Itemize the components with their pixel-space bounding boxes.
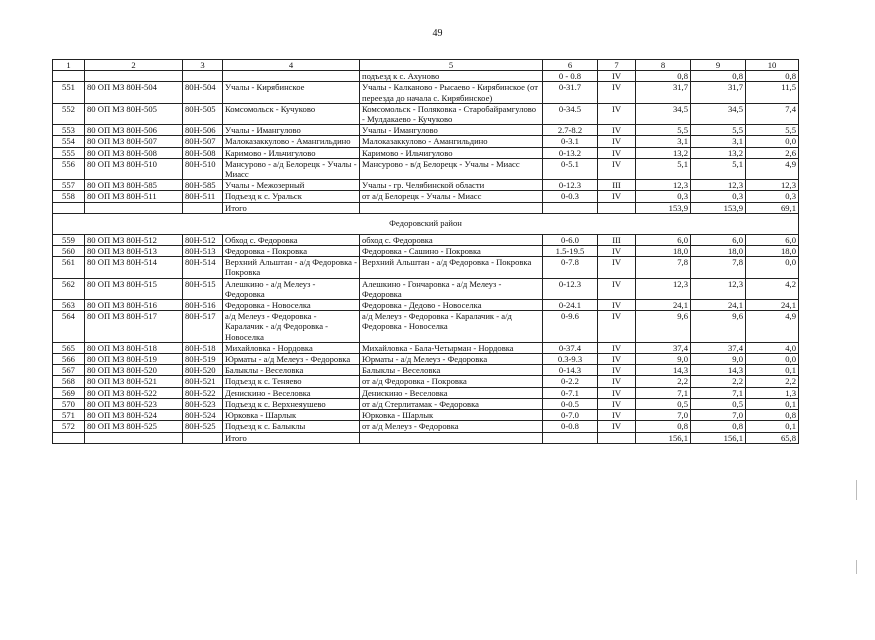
empty-cell: [85, 432, 183, 443]
header-cell: 8: [636, 60, 691, 71]
table-cell-c1: 561: [53, 257, 85, 278]
header-cell: 1: [53, 60, 85, 71]
table-cell-c6: 0-34.5: [543, 103, 598, 124]
empty-cell: [85, 202, 183, 213]
table-cell-c1: 562: [53, 278, 85, 299]
table-cell-c5: Учалы - Калканово - Рысаево - Кирябинское (от переезда до начала с. Кирябинское): [360, 82, 543, 103]
table-cell-c4: Подъезд к с. Верхнеяушево: [223, 398, 360, 409]
table-cell-c9: 5,1: [691, 158, 746, 179]
table-cell-c1: 571: [53, 410, 85, 421]
table-cell-c2: 80 ОП МЗ 80Н-514: [85, 257, 183, 278]
table-cell-c10: 0,8: [746, 410, 799, 421]
table-cell-c6: 0-6.0: [543, 234, 598, 245]
table-cell-c10: 4,9: [746, 158, 799, 179]
table-cell-c10: 0,1: [746, 421, 799, 432]
table-cell-c1: 554: [53, 136, 85, 147]
table-cell-c9: 31,7: [691, 82, 746, 103]
table-cell-c4: Балыклы - Веселовка: [223, 365, 360, 376]
table-cell-c4: Алешкино - а/д Мелеуз - Федоровка: [223, 278, 360, 299]
table-cell-c5: Алешкино - Гончаровка - а/д Мелеуз - Федоровка: [360, 278, 543, 299]
table-cell-c2: 80 ОП МЗ 80Н-508: [85, 147, 183, 158]
table-cell-c6: 0.3-9.3: [543, 354, 598, 365]
table-cell-c2: [85, 71, 183, 82]
table-row: [53, 71, 799, 82]
table-cell-c10: 1,3: [746, 387, 799, 398]
table-cell-c9: 9,0: [691, 354, 746, 365]
table-cell-c7: IV: [598, 387, 636, 398]
table-cell-c1: 551: [53, 82, 85, 103]
table-row: [53, 191, 799, 202]
table-cell-c4: Учалы - Межозерный: [223, 180, 360, 191]
table-cell-c2: 80 ОП МЗ 80Н-525: [85, 421, 183, 432]
table-cell-c9: 12,3: [691, 278, 746, 299]
table-cell-c5: подъезд к с. Ахуново: [360, 71, 543, 82]
table-cell-c10: 6,0: [746, 234, 799, 245]
table-cell-c3: 80Н-517: [183, 311, 223, 343]
table-row: [53, 398, 799, 409]
table-cell-c9: 0,8: [691, 71, 746, 82]
table-cell-c10: 0,8: [746, 71, 799, 82]
table-cell-c1: 556: [53, 158, 85, 179]
table-cell-c4: Мансурово - а/д Белорецк - Учалы - Миасс: [223, 158, 360, 179]
table-cell-c2: 80 ОП МЗ 80Н-585: [85, 180, 183, 191]
table-cell-c6: 0-24.1: [543, 300, 598, 311]
header-cell: 4: [223, 60, 360, 71]
table-cell-c3: 80Н-525: [183, 421, 223, 432]
table-cell-c2: 80 ОП МЗ 80Н-507: [85, 136, 183, 147]
table-cell-c7: IV: [598, 71, 636, 82]
table-row: [53, 246, 799, 257]
table-cell-c4: Федоровка - Покровка: [223, 246, 360, 257]
header-row: [53, 60, 799, 71]
empty-cell: [360, 432, 543, 443]
table-cell-c5: Малоказаккулово - Амангильдино: [360, 136, 543, 147]
table-cell-c5: от а/д Белорецк - Учалы - Миасс: [360, 191, 543, 202]
table-cell-c4: Учалы - Кирябинское: [223, 82, 360, 103]
table-cell-c6: 0-12.3: [543, 180, 598, 191]
table-cell-c3: 80Н-515: [183, 278, 223, 299]
table-cell-c10: 11,5: [746, 82, 799, 103]
empty-cell: [53, 202, 85, 213]
region-title: Федоровский район: [53, 213, 799, 234]
table-cell-c8: 7,8: [636, 257, 691, 278]
table-cell-c1: 570: [53, 398, 85, 409]
table-cell-c3: 80Н-585: [183, 180, 223, 191]
table-row: [53, 234, 799, 245]
table-cell-c2: 80 ОП МЗ 80Н-513: [85, 246, 183, 257]
table-cell-c9: 7,0: [691, 410, 746, 421]
scan-mark: [856, 560, 857, 574]
table-cell-c6: 0-5.1: [543, 158, 598, 179]
table-row: [53, 300, 799, 311]
table-cell-c5: а/д Мелеуз - Федоровка - Каралачик - а/д Федоровка - Новоселка: [360, 311, 543, 343]
table-cell-c9: 34,5: [691, 103, 746, 124]
table-row: [53, 82, 799, 103]
table-cell-c10: 4,9: [746, 311, 799, 343]
table-row: [53, 257, 799, 278]
table-row: [53, 103, 799, 124]
roads-table: [52, 59, 799, 444]
table-cell-c9: 24,1: [691, 300, 746, 311]
table-cell-c1: 572: [53, 421, 85, 432]
table-cell-c5: от а/д Мелеуз - Федоровка: [360, 421, 543, 432]
table-cell-c7: IV: [598, 147, 636, 158]
table-row: [53, 342, 799, 353]
table-cell-c6: 0-7.0: [543, 410, 598, 421]
table-cell-c7: IV: [598, 278, 636, 299]
table-cell-c1: 557: [53, 180, 85, 191]
table-cell-c8: 0,8: [636, 421, 691, 432]
table-cell-c2: 80 ОП МЗ 80Н-518: [85, 342, 183, 353]
table-row: [53, 147, 799, 158]
header-cell: 10: [746, 60, 799, 71]
table-cell-c9: 14,3: [691, 365, 746, 376]
table-cell-c10: 4,2: [746, 278, 799, 299]
table-cell-c9: 2,2: [691, 376, 746, 387]
table-cell-c7: IV: [598, 136, 636, 147]
table-cell-c10: 7,4: [746, 103, 799, 124]
table-cell-c10: 12,3: [746, 180, 799, 191]
table-cell-c1: 558: [53, 191, 85, 202]
table-cell-c6: 0-2.2: [543, 376, 598, 387]
table-cell-c4: Михайловка - Нордовка: [223, 342, 360, 353]
table-cell-c6: 0-37.4: [543, 342, 598, 353]
table-cell-c1: 565: [53, 342, 85, 353]
table-cell-c10: 2,6: [746, 147, 799, 158]
table-cell-c8: 12,3: [636, 180, 691, 191]
table-cell-c8: 9,6: [636, 311, 691, 343]
table-cell-c4: Каримово - Ильчигулово: [223, 147, 360, 158]
table-cell-c4: Учалы - Имангулово: [223, 125, 360, 136]
table-cell-c4: Комсомольск - Кучуково: [223, 103, 360, 124]
table-row: [53, 136, 799, 147]
table-cell-c7: IV: [598, 158, 636, 179]
table-cell-c2: 80 ОП МЗ 80Н-512: [85, 234, 183, 245]
table-cell-c6: 0-7.8: [543, 257, 598, 278]
table-row: [53, 180, 799, 191]
table-cell-c1: 555: [53, 147, 85, 158]
table-cell-c5: Учалы - гр. Челябинской области: [360, 180, 543, 191]
table-cell-c1: 567: [53, 365, 85, 376]
table-cell-c3: 80Н-516: [183, 300, 223, 311]
table-cell-c8: 13,2: [636, 147, 691, 158]
table-cell-c3: 80Н-514: [183, 257, 223, 278]
empty-cell: [183, 202, 223, 213]
table-cell-c10: 5,5: [746, 125, 799, 136]
empty-cell: [53, 432, 85, 443]
table-cell-c5: обход с. Федоровка: [360, 234, 543, 245]
table-cell-c8: 5,5: [636, 125, 691, 136]
table-cell-c3: 80Н-506: [183, 125, 223, 136]
table-cell-c6: 1.5-19.5: [543, 246, 598, 257]
table-cell-c3: 80Н-511: [183, 191, 223, 202]
table-cell-c5: Верхний Альштан - а/д Федоровка - Покровка: [360, 257, 543, 278]
table-cell-c8: 34,5: [636, 103, 691, 124]
empty-cell: [183, 432, 223, 443]
table-cell-c8: 2,2: [636, 376, 691, 387]
table-cell-c1: 569: [53, 387, 85, 398]
table-cell-c1: 563: [53, 300, 85, 311]
table-row: [53, 158, 799, 179]
table-row: [53, 387, 799, 398]
table-cell-c4: Обход с. Федоровка: [223, 234, 360, 245]
table-cell-c2: 80 ОП МЗ 80Н-524: [85, 410, 183, 421]
header-cell: 2: [85, 60, 183, 71]
scan-mark: [856, 480, 857, 500]
table-cell-c8: 7,0: [636, 410, 691, 421]
table-cell-c3: 80Н-512: [183, 234, 223, 245]
table-cell-c7: III: [598, 234, 636, 245]
table-cell-c5: Балыклы - Веселовка: [360, 365, 543, 376]
table-cell-c1: 552: [53, 103, 85, 124]
table-cell-c6: 0-13.2: [543, 147, 598, 158]
table-row: [53, 365, 799, 376]
table-cell-c7: IV: [598, 300, 636, 311]
table-cell-c6: 2.7-8.2: [543, 125, 598, 136]
table-cell-c6: 0-9.6: [543, 311, 598, 343]
table-cell-c3: 80Н-504: [183, 82, 223, 103]
total-cell: Итого: [223, 202, 360, 213]
table-cell-c7: IV: [598, 421, 636, 432]
table-cell-c6: 0-31.7: [543, 82, 598, 103]
table-row: [53, 376, 799, 387]
total-cell: 156,1: [636, 432, 691, 443]
table-cell-c6: 0 - 0.8: [543, 71, 598, 82]
table-cell-c3: 80Н-523: [183, 398, 223, 409]
table-cell-c2: 80 ОП МЗ 80Н-510: [85, 158, 183, 179]
table-cell-c1: 560: [53, 246, 85, 257]
table-cell-c7: IV: [598, 103, 636, 124]
table-cell-c2: 80 ОП МЗ 80Н-520: [85, 365, 183, 376]
table-cell-c2: 80 ОП МЗ 80Н-523: [85, 398, 183, 409]
table-cell-c8: 5,1: [636, 158, 691, 179]
table-cell-c8: 7,1: [636, 387, 691, 398]
header-cell: 3: [183, 60, 223, 71]
table-cell-c7: IV: [598, 311, 636, 343]
total-row: [53, 432, 799, 443]
table-cell-c10: 0,0: [746, 257, 799, 278]
table-cell-c3: 80Н-510: [183, 158, 223, 179]
empty-cell: [598, 202, 636, 213]
table-cell-c5: Мансурово - в/д Белорецк - Учалы - Миасс: [360, 158, 543, 179]
table-cell-c7: IV: [598, 376, 636, 387]
table-cell-c5: Михайловка - Бала-Четырман - Нордовка: [360, 342, 543, 353]
table-cell-c2: 80 ОП МЗ 80Н-516: [85, 300, 183, 311]
table-cell-c9: 37,4: [691, 342, 746, 353]
table-cell-c4: Подъезд к с. Уральск: [223, 191, 360, 202]
table-cell-c5: Денискино - Веселовка: [360, 387, 543, 398]
table-cell-c6: 0-14.3: [543, 365, 598, 376]
table-cell-c9: 7,1: [691, 387, 746, 398]
table-cell-c8: 14,3: [636, 365, 691, 376]
table-cell-c9: 3,1: [691, 136, 746, 147]
table-cell-c5: Федоровка - Дедово - Новоселка: [360, 300, 543, 311]
table-cell-c4: [223, 71, 360, 82]
table-cell-c5: Юрматы - а/д Мелеуз - Федоровка: [360, 354, 543, 365]
table-cell-c5: Юрковка - Шарлык: [360, 410, 543, 421]
table-cell-c2: 80 ОП МЗ 80Н-515: [85, 278, 183, 299]
table-cell-c5: Каримово - Ильчигулово: [360, 147, 543, 158]
table-row: [53, 278, 799, 299]
table-cell-c9: 5,5: [691, 125, 746, 136]
table-cell-c6: 0-12.3: [543, 278, 598, 299]
table-cell-c7: IV: [598, 398, 636, 409]
empty-cell: [598, 432, 636, 443]
total-cell: 65,8: [746, 432, 799, 443]
page-number: 49: [432, 28, 443, 39]
table-cell-c9: 6,0: [691, 234, 746, 245]
table-cell-c3: 80Н-522: [183, 387, 223, 398]
table-cell-c2: 80 ОП МЗ 80Н-517: [85, 311, 183, 343]
table-cell-c7: IV: [598, 342, 636, 353]
table-cell-c2: 80 ОП МЗ 80Н-511: [85, 191, 183, 202]
table-cell-c4: Федоровка - Новоселка: [223, 300, 360, 311]
table-cell-c9: 0,5: [691, 398, 746, 409]
total-cell: 156,1: [691, 432, 746, 443]
table-cell-c8: 18,0: [636, 246, 691, 257]
table-cell-c6: 0-0.5: [543, 398, 598, 409]
table-cell-c7: IV: [598, 191, 636, 202]
table-cell-c2: 80 ОП МЗ 80Н-522: [85, 387, 183, 398]
table-cell-c6: 0-0.8: [543, 421, 598, 432]
table-cell-c10: 18,0: [746, 246, 799, 257]
table-cell-c7: IV: [598, 125, 636, 136]
table-cell-c9: 9,6: [691, 311, 746, 343]
empty-cell: [543, 202, 598, 213]
total-cell: 69,1: [746, 202, 799, 213]
table-cell-c3: 80Н-513: [183, 246, 223, 257]
table-cell-c8: 6,0: [636, 234, 691, 245]
table-cell-c10: 2,2: [746, 376, 799, 387]
table-cell-c6: 0-3.1: [543, 136, 598, 147]
table-row: [53, 311, 799, 343]
table-cell-c3: 80Н-508: [183, 147, 223, 158]
table-cell-c1: 566: [53, 354, 85, 365]
table-row: [53, 354, 799, 365]
table-cell-c10: 24,1: [746, 300, 799, 311]
table-cell-c4: а/д Мелеуз - Федоровка - Каралачик - а/д Федоровка - Новоселка: [223, 311, 360, 343]
table-cell-c7: IV: [598, 82, 636, 103]
total-cell: 153,9: [636, 202, 691, 213]
header-cell: 5: [360, 60, 543, 71]
table-cell-c9: 0,8: [691, 421, 746, 432]
table-cell-c2: 80 ОП МЗ 80Н-505: [85, 103, 183, 124]
table-cell-c10: 0,1: [746, 365, 799, 376]
table-cell-c3: 80Н-518: [183, 342, 223, 353]
table-cell-c1: 564: [53, 311, 85, 343]
table-cell-c3: 80Н-505: [183, 103, 223, 124]
table-cell-c3: 80Н-507: [183, 136, 223, 147]
table-cell-c8: 37,4: [636, 342, 691, 353]
table-cell-c6: 0-0.3: [543, 191, 598, 202]
table-cell-c8: 12,3: [636, 278, 691, 299]
table-cell-c8: 3,1: [636, 136, 691, 147]
table-cell-c7: IV: [598, 257, 636, 278]
table-cell-c9: 7,8: [691, 257, 746, 278]
header-cell: 6: [543, 60, 598, 71]
table-cell-c10: 0,1: [746, 398, 799, 409]
table-cell-c5: Учалы - Имангулово: [360, 125, 543, 136]
table-cell-c8: 0,5: [636, 398, 691, 409]
table-row: [53, 421, 799, 432]
table-cell-c10: 4,0: [746, 342, 799, 353]
table-row: [53, 125, 799, 136]
table-cell-c8: 31,7: [636, 82, 691, 103]
table-cell-c1: 559: [53, 234, 85, 245]
table-cell-c4: Денискино - Веселовка: [223, 387, 360, 398]
table-cell-c3: 80Н-519: [183, 354, 223, 365]
table-cell-c10: 0,3: [746, 191, 799, 202]
table-cell-c2: 80 ОП МЗ 80Н-506: [85, 125, 183, 136]
table-cell-c3: [183, 71, 223, 82]
table-cell-c5: Федоровка - Сашино - Покровка: [360, 246, 543, 257]
table-cell-c4: Юрковка - Шарлык: [223, 410, 360, 421]
table-cell-c7: IV: [598, 365, 636, 376]
table-cell-c7: IV: [598, 246, 636, 257]
table-cell-c4: Юрматы - а/д Мелеуз - Федоровка: [223, 354, 360, 365]
table-cell-c2: 80 ОП МЗ 80Н-504: [85, 82, 183, 103]
table-cell-c5: от а/д Федоровка - Покровка: [360, 376, 543, 387]
table-cell-c7: IV: [598, 410, 636, 421]
region-row: [53, 213, 799, 234]
table-cell-c2: 80 ОП МЗ 80Н-521: [85, 376, 183, 387]
table-cell-c2: 80 ОП МЗ 80Н-519: [85, 354, 183, 365]
table-cell-c7: IV: [598, 354, 636, 365]
table-cell-c1: 568: [53, 376, 85, 387]
table-cell-c5: Комсомольск - Поляковка - Старобайрамгулово - Мулдакаево - Кучуково: [360, 103, 543, 124]
table-cell-c5: от а/д Стерлитамак - Федоровка: [360, 398, 543, 409]
table-cell-c8: 9,0: [636, 354, 691, 365]
table-cell-c3: 80Н-520: [183, 365, 223, 376]
table-cell-c4: Подъезд к с. Балыклы: [223, 421, 360, 432]
header-cell: 9: [691, 60, 746, 71]
table-cell-c9: 18,0: [691, 246, 746, 257]
table-cell-c10: 0,0: [746, 136, 799, 147]
table-cell-c8: 0,8: [636, 71, 691, 82]
table-cell-c10: 0,0: [746, 354, 799, 365]
total-cell: 153,9: [691, 202, 746, 213]
table-cell-c9: 0,3: [691, 191, 746, 202]
table-cell-c1: [53, 71, 85, 82]
empty-cell: [360, 202, 543, 213]
table-row: [53, 410, 799, 421]
table-cell-c8: 24,1: [636, 300, 691, 311]
table-cell-c7: III: [598, 180, 636, 191]
table-cell-c4: Малоказаккулово - Амангильдино: [223, 136, 360, 147]
table-cell-c6: 0-7.1: [543, 387, 598, 398]
table-cell-c9: 12,3: [691, 180, 746, 191]
table-cell-c4: Подъезд к с. Теняево: [223, 376, 360, 387]
total-cell: Итого: [223, 432, 360, 443]
table-cell-c4: Верхний Альштан - а/д Федоровка - Покровка: [223, 257, 360, 278]
empty-cell: [543, 432, 598, 443]
total-row: [53, 202, 799, 213]
header-cell: 7: [598, 60, 636, 71]
table-cell-c3: 80Н-524: [183, 410, 223, 421]
table-cell-c9: 13,2: [691, 147, 746, 158]
table-cell-c8: 0,3: [636, 191, 691, 202]
table-cell-c1: 553: [53, 125, 85, 136]
table-cell-c3: 80Н-521: [183, 376, 223, 387]
